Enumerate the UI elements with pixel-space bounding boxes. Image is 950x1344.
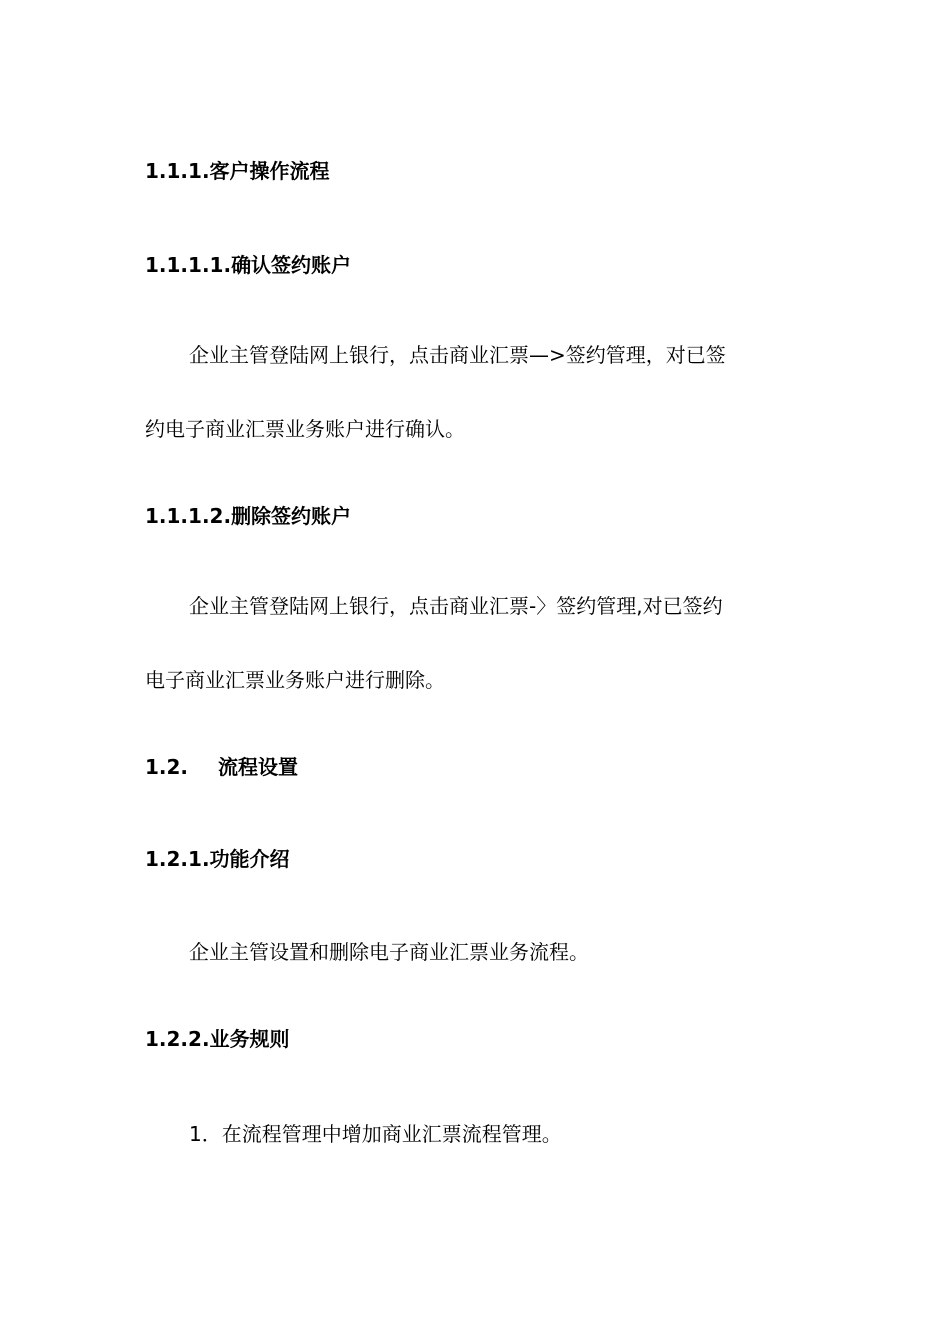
heading-number: 1.2.1. [145, 847, 210, 871]
heading-1-1-1-1 [145, 251, 351, 279]
heading-1-2 [145, 753, 298, 781]
heading-number: 1.1.1.1. [145, 253, 232, 277]
heading-title: 流程设置 [218, 755, 298, 779]
paragraph-function: 企业主管设置和删除电子商业汇票业务流程。 [189, 940, 589, 964]
heading-number: 1.1.1.2. [145, 504, 232, 528]
heading-number: 1.2.2. [145, 1027, 210, 1051]
heading-1-1-1-2 [145, 502, 351, 530]
paragraph-rule-1: 1．在流程管理中增加商业汇票流程管理。 [189, 1122, 562, 1146]
heading-1-2-2 [145, 1025, 290, 1053]
heading-1-1-1 [145, 157, 330, 185]
heading-number: 1.1.1. [145, 159, 210, 183]
paragraph-delete-line-1: 企业主管登陆网上银行，点击商业汇票-〉签约管理,对已签约 [189, 594, 723, 618]
heading-title: 确认签约账户 [231, 253, 352, 277]
heading-title: 删除签约账户 [231, 504, 352, 528]
heading-1-2-1 [145, 845, 290, 873]
heading-title: 客户操作流程 [209, 159, 330, 183]
paragraph-delete-line-2: 电子商业汇票业务账户进行删除。 [145, 668, 445, 692]
heading-title: 功能介绍 [209, 847, 290, 871]
heading-title: 业务规则 [209, 1027, 290, 1051]
paragraph-confirm-line-1: 企业主管登陆网上银行，点击商业汇票—>签约管理，对已签 [189, 343, 726, 367]
paragraph-confirm-line-2: 约电子商业汇票业务账户进行确认。 [145, 417, 465, 441]
heading-number: 1.2. [145, 755, 189, 779]
